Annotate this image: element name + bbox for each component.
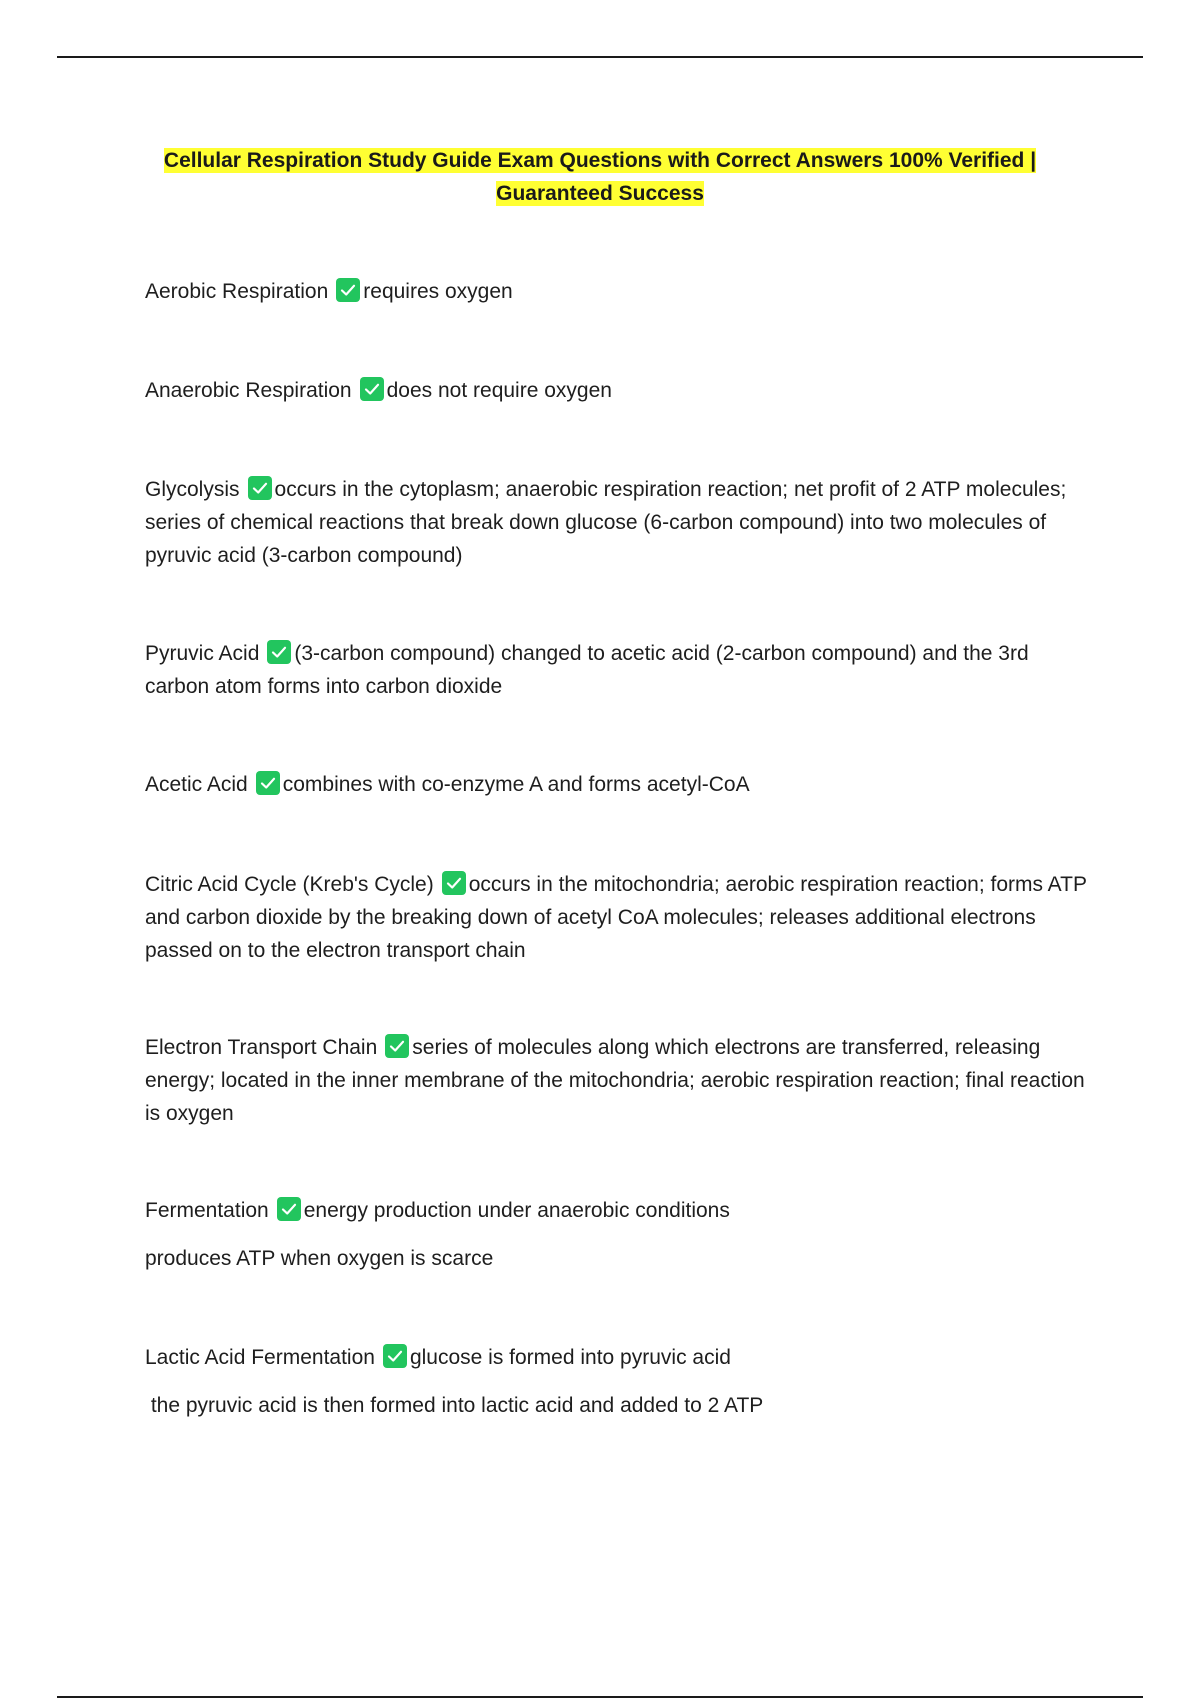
check-icon bbox=[267, 640, 291, 664]
entry-term: Glycolysis bbox=[145, 478, 240, 501]
check-icon bbox=[385, 1034, 409, 1058]
entry-definition: occurs in the cytoplasm; anaerobic respiration reaction; net profit of 2 ATP molecules; series of chemical reactions that break down glucose (6-carbon compound) into two molecules of pyruvic acid (3-carbon compound) bbox=[145, 478, 1067, 567]
qa-entry-fermentation bbox=[145, 1194, 1095, 1275]
check-icon bbox=[336, 278, 360, 302]
entry-term: Citric Acid Cycle (Kreb's Cycle) bbox=[145, 873, 434, 896]
entry-definition: occurs in the mitochondria; aerobic respiration reaction; forms ATP and carbon dioxide by the breaking down of acetyl CoA molecules; releases additional electrons passed on to the electron transport chain bbox=[145, 873, 1087, 962]
qa-entry-glycolysis bbox=[145, 473, 1095, 572]
check-icon bbox=[383, 1344, 407, 1368]
qa-entry-lactic-acid-fermentation bbox=[145, 1341, 1095, 1422]
qa-entry-anaerobic-respiration bbox=[145, 374, 1095, 407]
page-title bbox=[100, 144, 1100, 210]
entry-term: Electron Transport Chain bbox=[145, 1036, 378, 1059]
entry-definition: requires oxygen bbox=[363, 280, 513, 303]
entry-definition: series of molecules along which electrons are transferred, releasing energy; located in the inner membrane of the mitochondria; aerobic respiration reaction; final reaction is oxygen bbox=[145, 1036, 1085, 1125]
check-icon bbox=[442, 871, 466, 895]
entry-term: Lactic Acid Fermentation bbox=[145, 1346, 375, 1369]
entry-extra: produces ATP when oxygen is scarce bbox=[145, 1247, 494, 1270]
qa-entry-electron-transport-chain bbox=[145, 1031, 1095, 1130]
entry-definition: (3-carbon compound) changed to acetic acid (2-carbon compound) and the 3rd carbon atom forms into carbon dioxide bbox=[145, 642, 1029, 698]
check-icon bbox=[277, 1197, 301, 1221]
qa-entry-acetic-acid bbox=[145, 768, 1095, 801]
check-icon bbox=[256, 771, 280, 795]
entry-term: Anaerobic Respiration bbox=[145, 379, 352, 402]
entry-definition: energy production under anaerobic conditions bbox=[303, 1199, 730, 1222]
entry-extra: the pyruvic acid is then formed into lactic acid and added to 2 ATP bbox=[145, 1394, 764, 1417]
entry-term: Pyruvic Acid bbox=[145, 642, 260, 665]
title-line-2: Guaranteed Success bbox=[496, 182, 704, 205]
title-line-1: Cellular Respiration Study Guide Exam Questions with Correct Answers 100% Verified | bbox=[163, 149, 1037, 172]
qa-entry-citric-acid-cycle bbox=[145, 868, 1095, 967]
entry-term: Aerobic Respiration bbox=[145, 280, 329, 303]
bottom-divider bbox=[57, 1696, 1143, 1698]
entry-term: Acetic Acid bbox=[145, 773, 248, 796]
check-icon bbox=[360, 377, 384, 401]
qa-entry-pyruvic-acid bbox=[145, 637, 1095, 703]
entry-definition: glucose is formed into pyruvic acid bbox=[409, 1346, 731, 1369]
check-icon bbox=[248, 476, 272, 500]
qa-entry-aerobic-respiration bbox=[145, 275, 1095, 308]
entry-definition: combines with co-enzyme A and forms acetyl-CoA bbox=[282, 773, 750, 796]
entry-term: Fermentation bbox=[145, 1199, 269, 1222]
entry-definition: does not require oxygen bbox=[386, 379, 612, 402]
top-divider bbox=[57, 56, 1143, 58]
